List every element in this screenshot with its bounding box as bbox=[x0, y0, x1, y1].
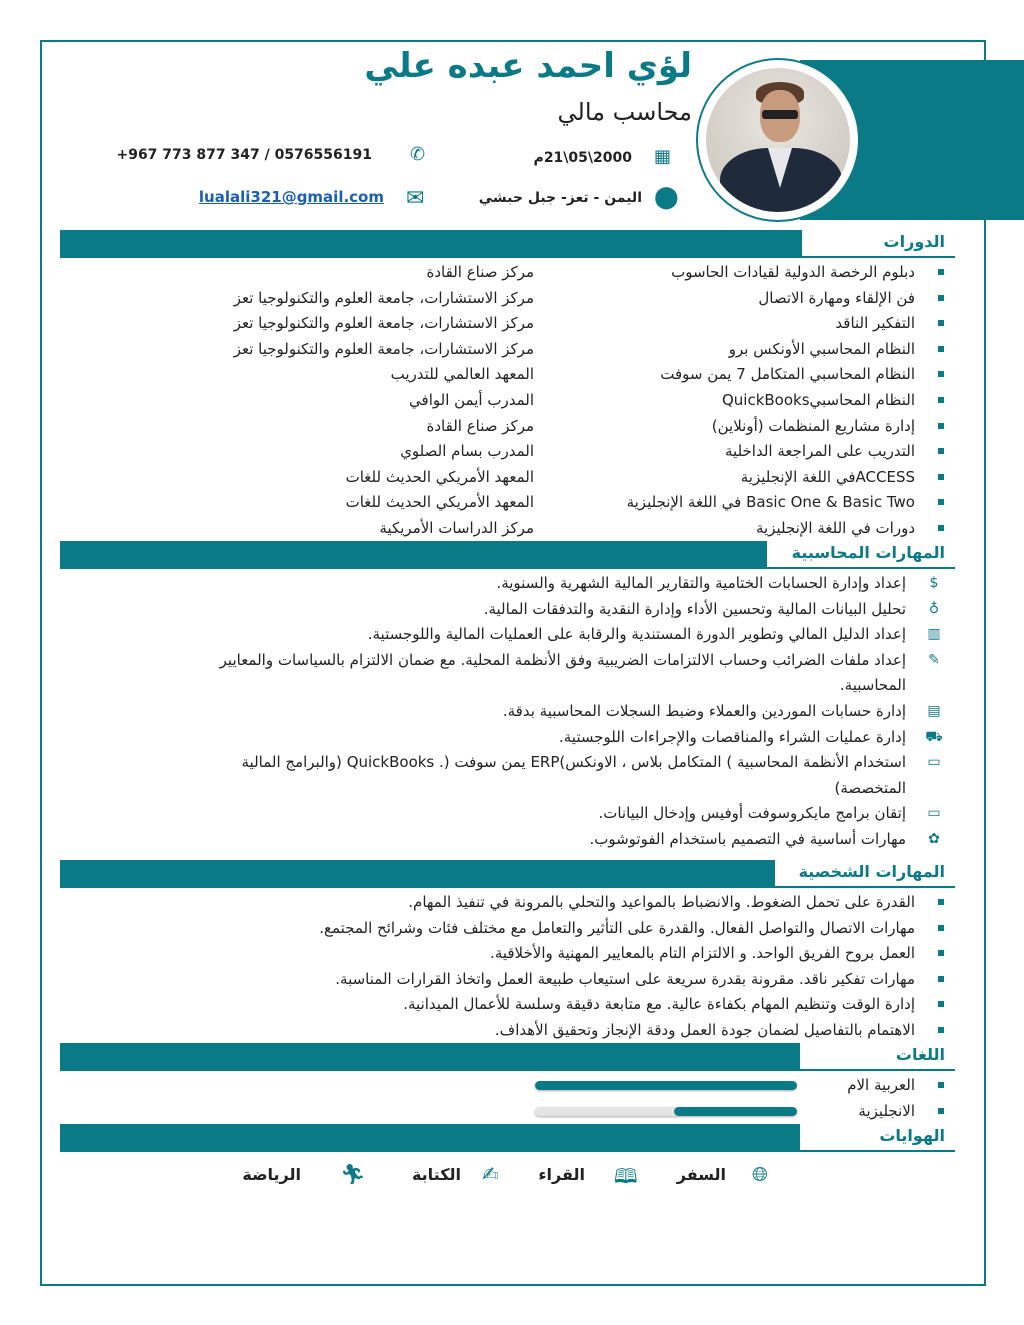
laptop-icon: ▭ bbox=[927, 805, 941, 822]
hobby-label: الرياضة bbox=[242, 1165, 301, 1184]
accounting-skill-item: إعداد ملفات الضرائب وحساب الالتزامات الضريبية وفق الأنظمة المحلية. مع ضمان الالتزام بالسياسات والمعايير bbox=[219, 650, 906, 669]
course-name: النظام المحاسبي المتكامل 7 يمن سوفت bbox=[660, 365, 915, 384]
phone-number: +967 773 877 347 / 0576556191 bbox=[116, 147, 372, 163]
tax-form-icon: ✎ bbox=[928, 651, 940, 668]
accounting-skill-item: إدارة عمليات الشراء والمناقصات والإجراءات اللوجستية. bbox=[559, 727, 906, 746]
bullet bbox=[938, 371, 944, 377]
personal-skill-item: مهارات الاتصال والتواصل الفعال. والقدرة على التأثير والتعامل مع مختلف فئات وشرائح المجتمع. bbox=[319, 918, 915, 937]
email-link[interactable]: lualali321@gmail.com bbox=[198, 188, 384, 206]
money-bag-icon: ♁ bbox=[928, 600, 940, 617]
course-provider: المعهد الأمريكي الحديث للغات bbox=[345, 493, 534, 512]
bullet bbox=[938, 295, 944, 301]
bullet bbox=[938, 320, 944, 326]
hobby-label: الكتابة bbox=[411, 1165, 461, 1184]
language-level-bar bbox=[535, 1107, 797, 1116]
profile-photo bbox=[696, 58, 860, 222]
accounting-skill-item: استخدام الأنظمة المحاسبية ) المتكامل بلاس ، الاونكس)ERP يمن سوفت (. QuickBooks (والبرامج المالية bbox=[241, 753, 906, 772]
bank-icon: ▥ bbox=[927, 626, 941, 643]
globe-icon: 🌐︎ bbox=[752, 1162, 768, 1186]
bullet bbox=[938, 269, 944, 275]
bullet bbox=[938, 1001, 944, 1007]
course-name: التدريب على المراجعة الداخلية bbox=[725, 442, 915, 461]
bullet bbox=[938, 1027, 944, 1033]
bullet bbox=[938, 525, 944, 531]
person-name: لؤي احمد عبده علي bbox=[364, 46, 692, 86]
course-name: التفكير الناقد bbox=[835, 314, 915, 333]
accounting-skill-item-cont: المحاسبية. bbox=[839, 676, 906, 695]
course-provider: المدرب بسام الصلوي bbox=[400, 442, 534, 461]
bullet bbox=[938, 1082, 944, 1088]
course-name: النظام المحاسبيQuickBooks bbox=[721, 391, 915, 409]
course-provider: المعهد الأمريكي الحديث للغات bbox=[345, 467, 534, 486]
running-icon: 🏃︎ bbox=[340, 1162, 366, 1186]
bullet bbox=[938, 976, 944, 982]
birthday-cake-icon: ▦ bbox=[654, 146, 672, 167]
birthdate: 2000\05\21م bbox=[533, 150, 632, 166]
language-level-bar bbox=[535, 1081, 797, 1090]
course-provider: المعهد العالمي للتدريب bbox=[390, 365, 534, 384]
bullet bbox=[938, 423, 944, 429]
section-header-personal-skills: المهارات الشخصية bbox=[60, 860, 955, 888]
personal-skill-item: العمل بروح الفريق الواحد. و الالتزام التام بالمعايير المهنية والأخلاقية. bbox=[490, 944, 915, 963]
section-header-courses: الدورات bbox=[60, 230, 955, 258]
accounting-skill-item: إعداد وإدارة الحسابات الختامية والتقارير المالية الشهرية والسنوية. bbox=[496, 574, 906, 592]
bullet bbox=[938, 448, 944, 454]
ledger-icon: ▤ bbox=[927, 703, 941, 719]
course-provider: مركز صناع القادة bbox=[426, 263, 534, 281]
bullet bbox=[938, 1108, 944, 1114]
hobby-label: القراء bbox=[538, 1165, 585, 1184]
job-title: محاسب مالي bbox=[557, 98, 692, 126]
accounting-skill-item: تحليل البيانات المالية وتحسين الأداء وإدارة النقدية والتدفقات المالية. bbox=[483, 599, 906, 618]
bullet bbox=[938, 499, 944, 505]
hobby-label: السفر bbox=[676, 1165, 726, 1184]
palette-icon: ✿ bbox=[928, 831, 940, 847]
course-provider: مركز الدراسات الأمريكية bbox=[379, 519, 534, 537]
accounting-skill-item-cont: المتخصصة) bbox=[834, 778, 906, 797]
laptop-icon: ▭ bbox=[927, 754, 941, 771]
accounting-skill-item: إدارة حسابات الموردين والعملاء وضبط السجلات المحاسبية بدقة. bbox=[502, 702, 906, 720]
bullet bbox=[938, 397, 944, 403]
section-header-languages: اللغات bbox=[60, 1043, 955, 1071]
language-level-fill bbox=[674, 1107, 797, 1116]
language-level-fill bbox=[535, 1081, 797, 1090]
personal-skill-item: إدارة الوقت وتنظيم المهام بكفاءة عالية. مع متابعة دقيقة وسلسة للأعمال الميدانية. bbox=[403, 995, 915, 1014]
course-provider: مركز صناع القادة bbox=[426, 416, 534, 435]
course-provider: مركز الاستشارات، جامعة العلوم والتكنولوجيا تعز bbox=[233, 288, 534, 307]
truck-icon: ⛟ bbox=[925, 728, 943, 745]
bullet bbox=[938, 925, 944, 931]
course-name: إدارة مشاريع المنظمات (أونلاين) bbox=[711, 416, 915, 435]
personal-skill-item: مهارات تفكير ناقد. مقرونة بقدرة سريعة على استيعاب طبيعة العمل واتخاذ القرارات المناسبة. bbox=[335, 969, 915, 988]
accounting-skill-item: إعداد الدليل المالي وتطوير الدورة المستندية والرقابة على العمليات المالية واللوجستية. bbox=[367, 625, 906, 644]
bullet bbox=[938, 474, 944, 480]
language-name: الانجليزية bbox=[858, 1102, 915, 1120]
language-name: العربية الام bbox=[847, 1076, 915, 1094]
personal-skill-item: القدرة على تحمل الضغوط. والانضباط بالمواعيد والتحلي بالمرونة في تنفيذ المهام. bbox=[408, 893, 915, 911]
course-name: دبلوم الرخصة الدولية لقيادات الحاسوب bbox=[671, 263, 915, 281]
money-icon: $ bbox=[929, 575, 939, 591]
bullet bbox=[938, 899, 944, 905]
bullet bbox=[938, 346, 944, 352]
section-header-hobbies: الهوايات bbox=[60, 1124, 955, 1152]
course-name: النظام المحاسبي الأونكس برو bbox=[728, 339, 915, 358]
envelope-icon: ✉ bbox=[406, 186, 425, 211]
section-header-accounting-skills: المهارات المحاسبية bbox=[60, 541, 955, 569]
course-name: دورات في اللغة الإنجليزية bbox=[756, 519, 915, 537]
address: اليمن - تعز- جبل حبشي bbox=[478, 190, 642, 206]
course-provider: مركز الاستشارات، جامعة العلوم والتكنولوجيا تعز bbox=[233, 314, 534, 333]
course-name: فن الإلقاء ومهارة الاتصال bbox=[758, 288, 915, 307]
writing-icon: ✍ bbox=[482, 1162, 499, 1186]
phone-icon: ✆ bbox=[410, 144, 426, 165]
personal-skill-item: الاهتمام بالتفاصيل لضمان جودة العمل ودقة الإنجاز وتحقيق الأهداف. bbox=[494, 1021, 915, 1039]
book-icon: 🕮 bbox=[614, 1164, 638, 1188]
accounting-skill-item: مهارات أساسية في التصميم باستخدام الفوتوشوب. bbox=[589, 830, 906, 848]
accounting-skill-item: إتقان برامج مايكروسوفت أوفيس وإدخال البيانات. bbox=[598, 804, 906, 823]
course-provider: مركز الاستشارات، جامعة العلوم والتكنولوجيا تعز bbox=[233, 339, 534, 358]
bullet bbox=[938, 950, 944, 956]
course-name: ACCESSفي اللغة الإنجليزية bbox=[740, 467, 915, 486]
course-provider: المدرب أيمن الوافي bbox=[409, 391, 534, 409]
location-pin-icon: ⬤ bbox=[654, 185, 679, 210]
course-name: Basic One & Basic Two في اللغة الإنجليزية bbox=[626, 493, 915, 512]
